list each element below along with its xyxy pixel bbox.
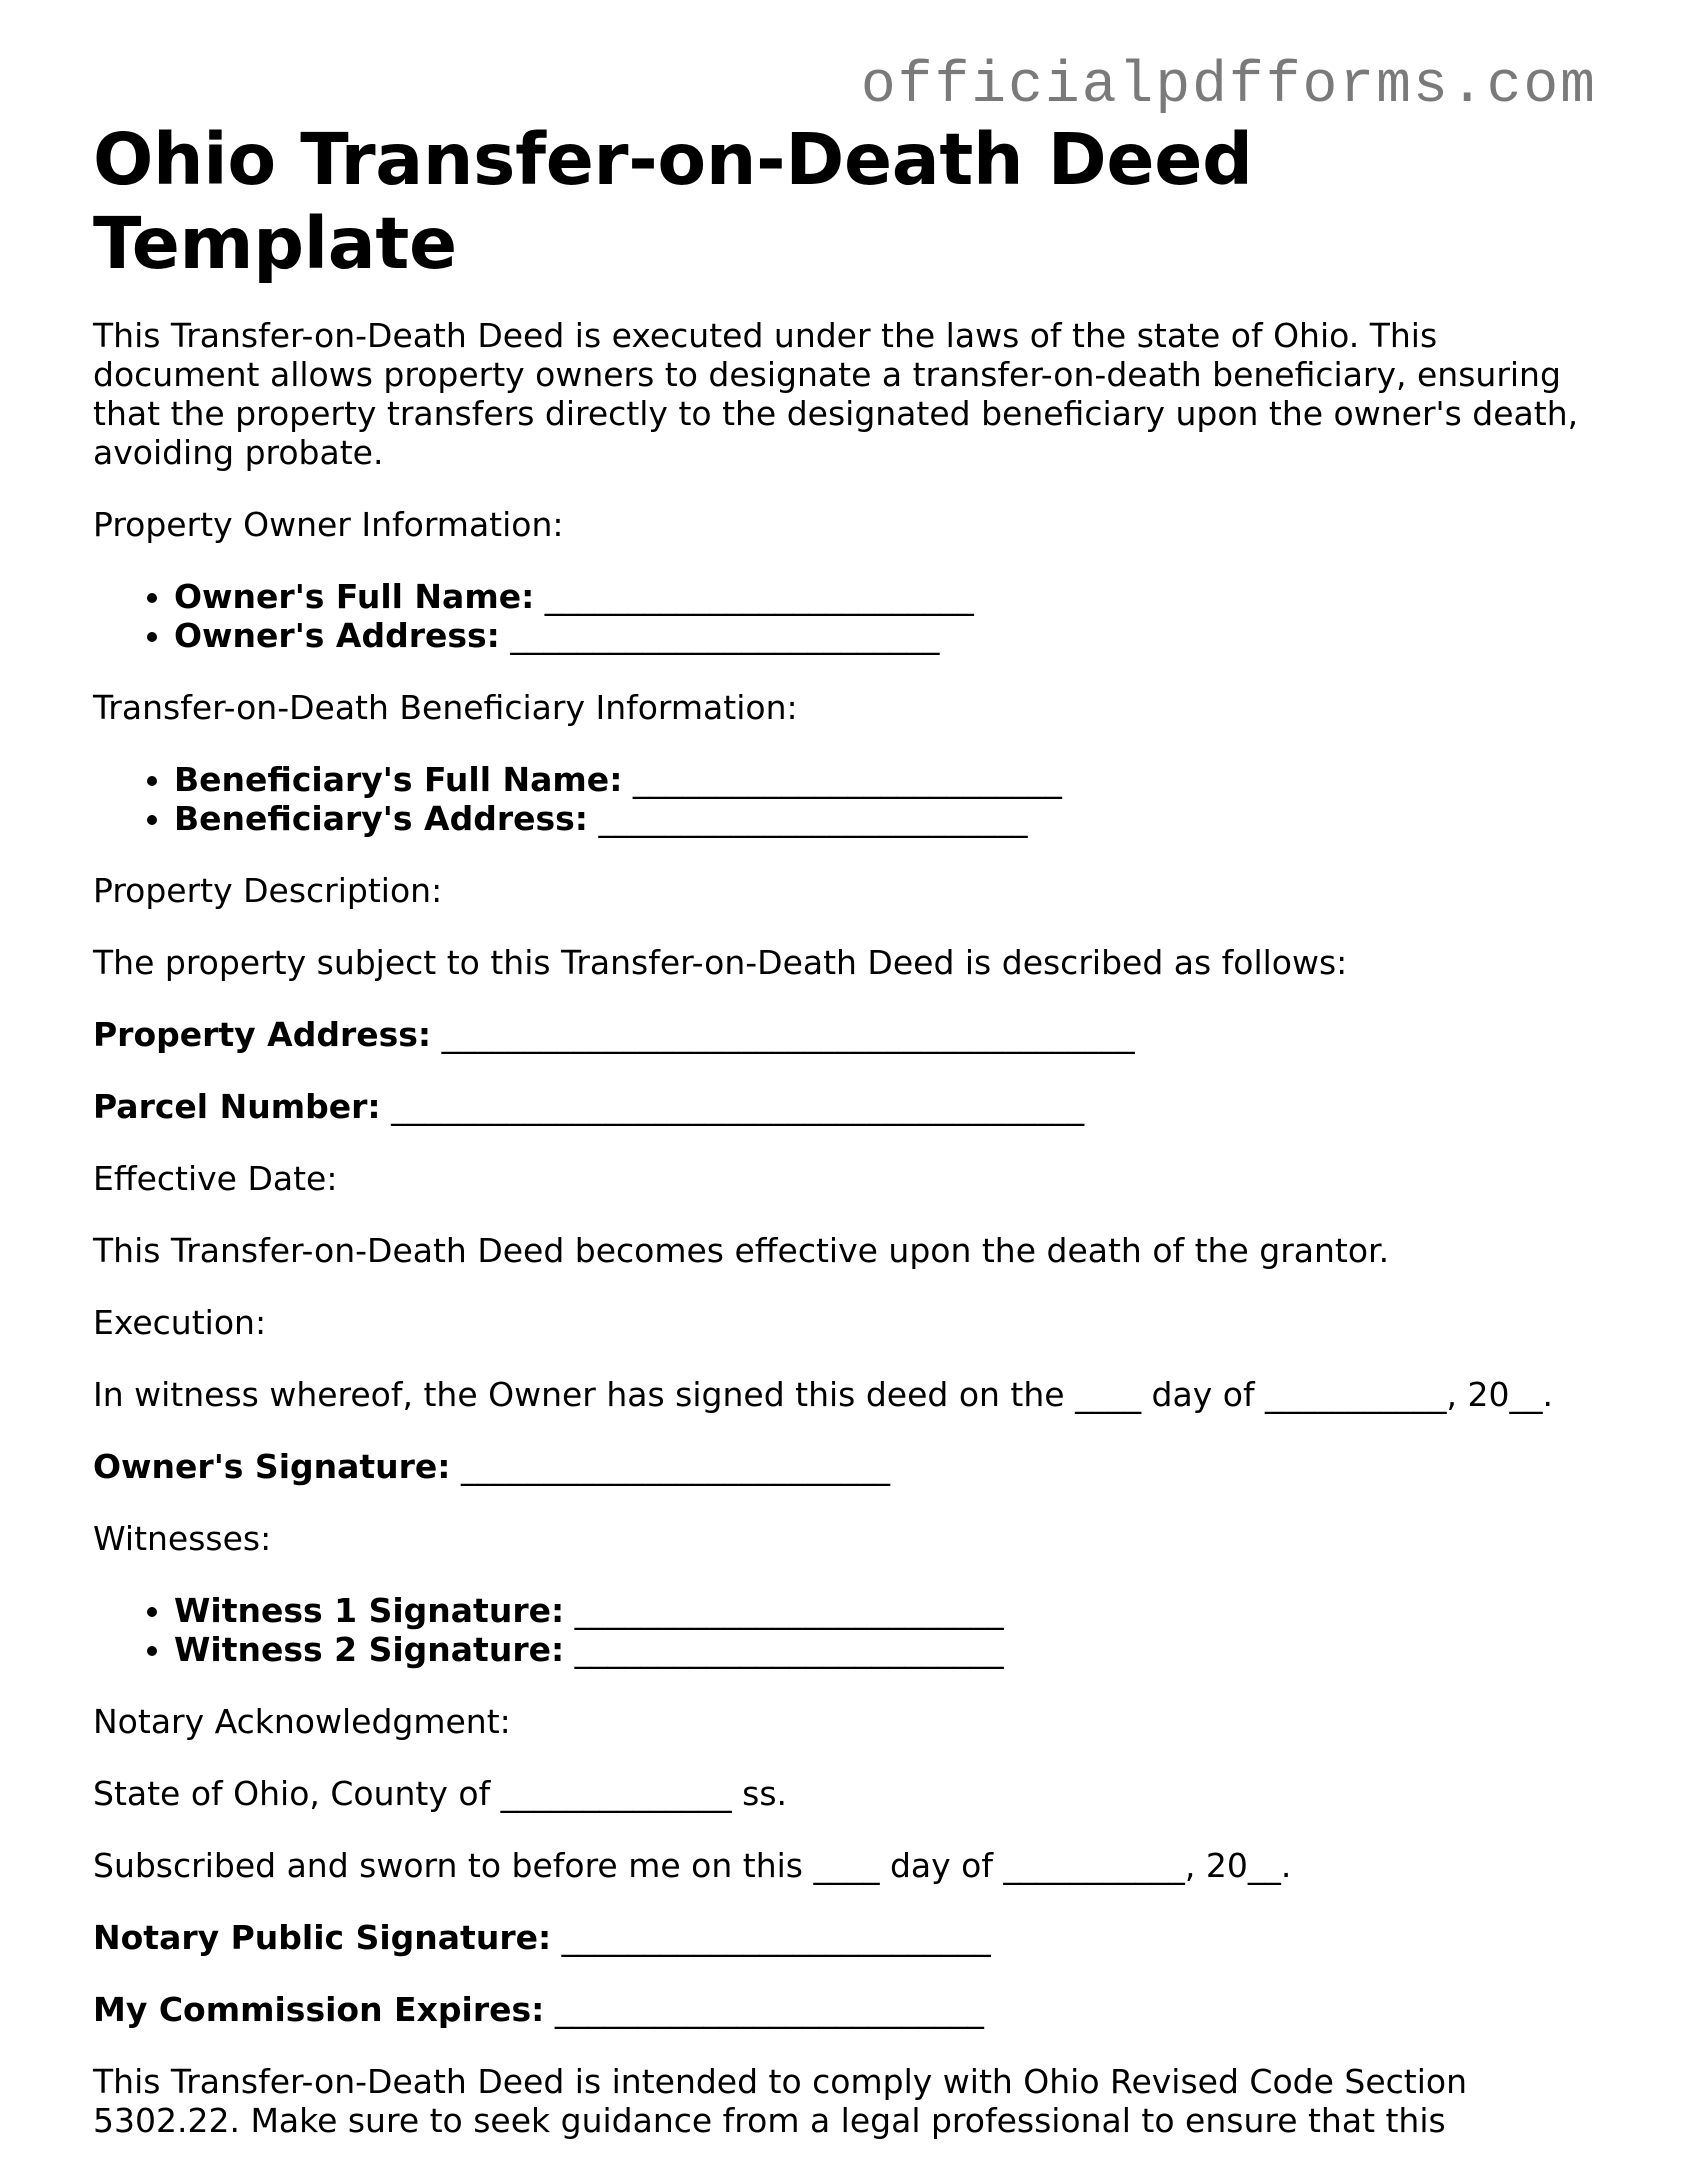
witness-1-label: Witness 1 Signature:: [174, 1591, 565, 1630]
beneficiary-name-blank: __________________________: [632, 760, 1062, 799]
property-address-line: [93, 1015, 1593, 1054]
parcel-number-line: [93, 1087, 1593, 1126]
owner-info-list: [93, 577, 1593, 655]
commission-expires-line: [93, 1990, 1593, 2029]
notary-signature-blank: __________________________: [561, 1918, 991, 1957]
notary-heading: Notary Acknowledgment:: [93, 1702, 511, 1741]
notary-signature-line: [93, 1918, 1593, 1957]
notary-signature-label: Notary Public Signature:: [93, 1918, 552, 1957]
intro-paragraph: This Transfer-on-Death Deed is executed under the laws of the state of Ohio. This document allows property owners to designate a transfer-on-death beneficiary, ensuring that the property transfers directly to the designated beneficiary upon the owner's death, avoiding probate.: [93, 316, 1579, 472]
parcel-number-blank: __________________________________________: [391, 1087, 1085, 1126]
closing-paragraph: This Transfer-on-Death Deed is intended to comply with Ohio Revised Code Section 5302.22. Make sure to seek guidance from a legal professional to ensure that this: [93, 2062, 1467, 2140]
owner-signature-label: Owner's Signature:: [93, 1447, 451, 1486]
owner-address-item: [174, 616, 1593, 655]
parcel-number-label: Parcel Number:: [93, 1087, 381, 1126]
notary-sworn-text: Subscribed and sworn to before me on this ____ day of ___________, 20__.: [93, 1846, 1292, 1885]
witness-1-blank: __________________________: [574, 1591, 1004, 1630]
witness-2-item: [174, 1630, 1593, 1669]
witness-2-label: Witness 2 Signature:: [174, 1630, 565, 1669]
property-address-blank: __________________________________________: [441, 1015, 1135, 1054]
owner-name-label: Owner's Full Name:: [174, 577, 535, 616]
watermark: officialpdfforms.com: [860, 54, 1597, 119]
document-page: [93, 118, 1593, 2173]
owner-signature-blank: __________________________: [461, 1447, 891, 1486]
owner-address-blank: __________________________: [510, 616, 940, 655]
execution-heading: Execution:: [93, 1303, 267, 1342]
owner-section-heading: Property Owner Information:: [93, 505, 564, 544]
property-description-text: The property subject to this Transfer-on-Death Deed is described as follows:: [93, 943, 1348, 982]
document-title: Ohio Transfer-on-Death Deed Template: [93, 118, 1253, 285]
commission-expires-blank: __________________________: [554, 1990, 984, 2029]
beneficiary-name-item: [174, 760, 1593, 799]
witness-list: [93, 1591, 1593, 1669]
beneficiary-address-label: Beneficiary's Address:: [174, 799, 588, 838]
effective-date-text: This Transfer-on-Death Deed becomes effective upon the death of the grantor.: [93, 1231, 1390, 1270]
execution-text: In witness whereof, the Owner has signed this deed on the ____ day of ___________, 20__.: [93, 1375, 1554, 1414]
property-address-label: Property Address:: [93, 1015, 432, 1054]
owner-name-item: [174, 577, 1593, 616]
owner-signature-line: [93, 1447, 1593, 1486]
beneficiary-address-blank: __________________________: [598, 799, 1028, 838]
beneficiary-address-item: [174, 799, 1593, 838]
witness-2-blank: __________________________: [574, 1630, 1004, 1669]
owner-name-blank: __________________________: [544, 577, 974, 616]
owner-address-label: Owner's Address:: [174, 616, 500, 655]
witness-1-item: [174, 1591, 1593, 1630]
beneficiary-section-heading: Transfer-on-Death Beneficiary Information:: [93, 688, 798, 727]
notary-county-text: State of Ohio, County of ______________ ss.: [93, 1774, 788, 1813]
beneficiary-name-label: Beneficiary's Full Name:: [174, 760, 623, 799]
beneficiary-info-list: [93, 760, 1593, 838]
witnesses-heading: Witnesses:: [93, 1519, 272, 1558]
effective-date-heading: Effective Date:: [93, 1159, 338, 1198]
property-section-heading: Property Description:: [93, 871, 443, 910]
commission-expires-label: My Commission Expires:: [93, 1990, 545, 2029]
